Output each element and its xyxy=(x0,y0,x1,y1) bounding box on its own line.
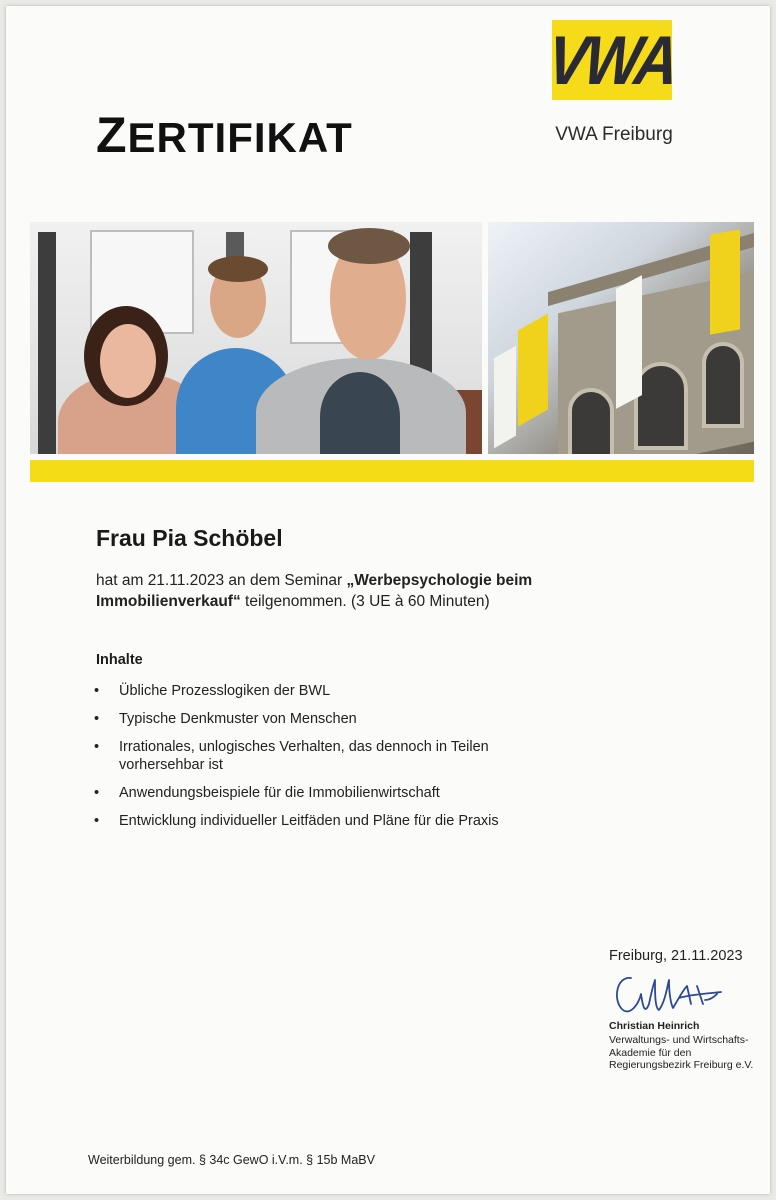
list-item xyxy=(90,812,560,830)
contents-list xyxy=(90,682,560,840)
statement-prefix: hat am 21.11.2023 an dem Seminar xyxy=(96,572,347,589)
bullet-icon: • xyxy=(94,813,100,829)
handwritten-signature xyxy=(609,964,729,1022)
title-rest: ERTIFIKAT xyxy=(127,114,353,161)
seminar-title: „Werbepsychologie beim Immobilienverkauf“ xyxy=(96,572,533,610)
certificate-page xyxy=(6,6,770,1194)
people-photo xyxy=(30,222,482,454)
statement-suffix: teilgenommen. (3 UE à 60 Minuten) xyxy=(240,593,490,610)
vwa-logo-subtitle: VWA Freiburg xyxy=(555,124,673,145)
list-item-text: Entwicklung individueller Leitfäden und Pläne für die Praxis xyxy=(119,813,499,829)
certificate-title xyxy=(96,106,353,164)
vwa-logo xyxy=(543,20,681,145)
title-initial: Z xyxy=(96,107,128,163)
participation-statement xyxy=(96,570,596,612)
building-photo xyxy=(488,222,754,454)
list-item xyxy=(90,682,560,700)
list-item-text: Irrationales, unlogisches Verhalten, das dennoch in Teilen vorhersehbar ist xyxy=(119,739,489,773)
bullet-icon: • xyxy=(94,785,100,801)
list-item-text: Übliche Prozesslogiken der BWL xyxy=(119,683,331,699)
legal-footer: Weiterbildung gem. § 34c GewO i.V.m. § 15b MaBV xyxy=(88,1153,375,1167)
signer-name: Christian Heinrich xyxy=(609,1020,700,1032)
signer-organization: Verwaltungs- und Wirtschafts-Akademie für den Regierungsbezirk Freiburg e.V. xyxy=(609,1034,754,1071)
list-item xyxy=(90,784,560,802)
contents-heading: Inhalte xyxy=(96,652,143,668)
list-item xyxy=(90,738,499,774)
vwa-logo-mark xyxy=(543,20,681,100)
recipient-name: Frau Pia Schöbel xyxy=(96,525,283,551)
bullet-icon: • xyxy=(94,739,100,755)
yellow-accent-band xyxy=(30,460,754,482)
header-photo-band xyxy=(30,222,754,454)
list-item-text: Anwendungsbeispiele für die Immobilienwirtschaft xyxy=(119,785,440,801)
bullet-icon: • xyxy=(94,683,100,699)
bullet-icon: • xyxy=(94,711,100,727)
list-item-text: Typische Denkmuster von Menschen xyxy=(119,711,357,727)
vwa-logo-letters: VWA xyxy=(543,21,681,99)
list-item xyxy=(90,710,560,728)
place-and-date: Freiburg, 21.11.2023 xyxy=(609,948,743,964)
